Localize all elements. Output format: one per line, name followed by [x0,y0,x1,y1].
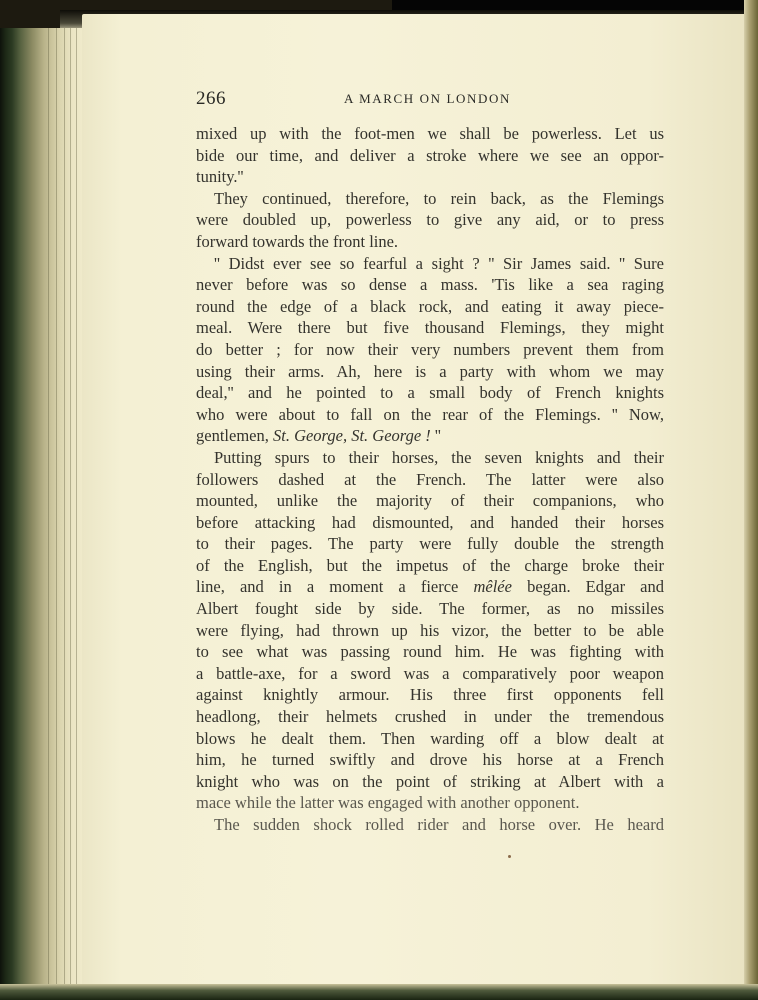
italic-text: mêlée [473,577,512,597]
text-line: round the edge of a black rock, and eating it away piece- [196,296,664,316]
text-line: Albert fought side by side. The former, as no missiles [196,599,664,619]
page-stack-left [0,28,84,988]
text-line: '' Didst ever see so fearful a sight ? '' Sir James said. '' Sure [214,253,664,273]
text-line: him, he turned swiftly and drove his horse at a French [196,750,664,770]
text-line: meal. Were there but five thousand Flemings, they might [196,318,664,338]
text-segment: '' [430,426,441,446]
text-line: mixed up with the foot-men we shall be powerless. Let us [196,124,664,143]
page-edge-line [64,28,65,986]
text-line: knight who was on the point of striking at Albert with a [196,771,664,791]
text-segment: gentlemen, [196,426,273,446]
text-line: never before was so dense a mass. 'Tis like a sea raging [196,275,664,295]
text-line: They continued, therefore, to rein back, as the Flemings [214,188,664,208]
text-line: of the English, but the impetus of the charge broke their [196,555,664,575]
page-edge-line [70,28,71,986]
text-line: mounted, unlike the majority of their companions, who [196,491,664,511]
text-line: against knightly armour. His three first opponents fell [196,685,664,705]
text-line: The sudden shock rolled rider and horse over. He heard [214,815,664,834]
page-edge-line [76,28,77,986]
body-text [196,123,664,836]
text-line: do better ; for now their very numbers prevent them from [196,339,664,359]
page-bottom-edge [0,984,758,1000]
text-line: bide our time, and deliver a stroke where we see an oppor- [196,145,664,165]
running-title: A MARCH ON LONDON [344,91,511,106]
ink-speck [508,855,511,858]
page-number: 266 [196,88,226,109]
text-line: were doubled up, powerless to give any aid, or to press [196,210,664,230]
text-line: deal,'' and he pointed to a small body of French knights [196,383,664,403]
text-line: blows he dealt them. Then warding off a blow dealt at [196,728,664,748]
text-line: to see what was passing round him. He was fighting with [196,642,664,662]
text-line: using their arms. Ah, here is a party with whom we may [196,361,664,381]
text-line: to their pages. The party were fully double the strength [196,534,664,554]
text-line: who were about to fall on the rear of the Flemings. '' Now, [196,404,664,424]
text-line: mace while the latter was engaged with another opponent. [196,793,580,813]
text-line: were flying, had thrown up his vizor, the better to be able [196,620,664,640]
page-right-edge [744,0,758,1000]
italic-text: St. George, St. George ! [272,426,431,446]
text-segment: began. Edgar and [511,577,665,597]
text-line: tunity.'' [196,167,244,187]
text-line: Putting spurs to their horses, the seven knights and their [214,447,664,467]
text-segment: line, and in a moment a fierce [196,577,474,597]
page-edge-line [56,28,57,986]
page-edge-line [48,28,49,986]
text-line: before attacking had dismounted, and handed their horses [196,512,664,532]
background-shadow [392,0,758,10]
text-line [196,576,664,598]
text-line [196,425,664,447]
text-line: forward towards the front line. [196,231,399,251]
text-line: a battle-axe, for a sword was a comparatively poor weapon [196,663,664,683]
text-line: followers dashed at the French. The latter were also [196,469,664,489]
page-header [196,88,664,112]
text-line: headlong, their helmets crushed in under the tremendous [196,707,664,727]
